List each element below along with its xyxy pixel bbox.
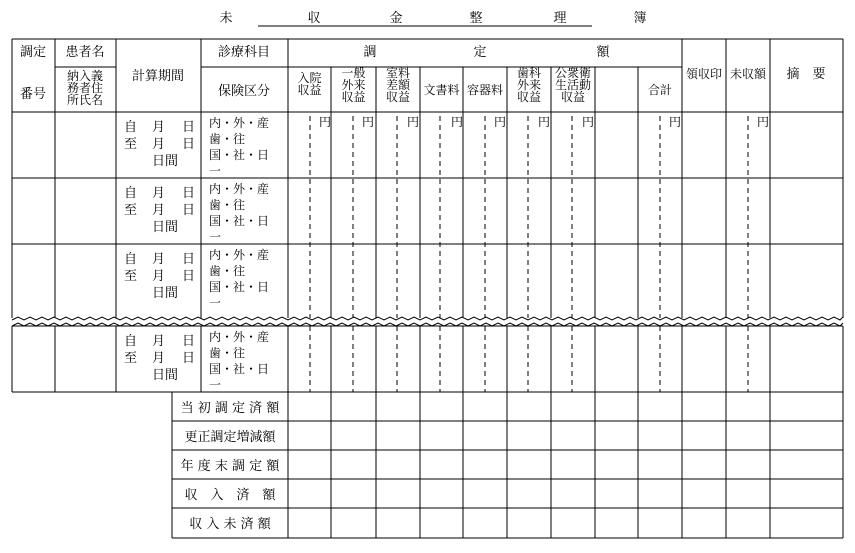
insurance-class-option: 国・社・日 xyxy=(209,280,270,294)
title-char: 金 xyxy=(389,11,403,26)
ryoshuin-label: 領収印 xyxy=(685,67,723,81)
title-char: 未 xyxy=(219,11,233,26)
table-header xyxy=(20,44,826,107)
insurance-class-option: 歯・往 xyxy=(209,198,246,212)
insurance-class-option: 一 xyxy=(209,378,222,392)
period-day-label: 日 xyxy=(182,203,196,218)
col-shika-gairai-label: 収益 xyxy=(516,90,542,104)
insurance-class-option: 内・外・産 xyxy=(209,248,270,262)
insurance-class-option: 国・社・日 xyxy=(209,148,270,162)
insurance-class-option: 内・外・産 xyxy=(209,330,270,344)
col-koshu-eisei-label: 収益 xyxy=(560,90,586,104)
period-month-label: 月 xyxy=(152,334,166,349)
hoken-kubun-label: 保険区分 xyxy=(217,84,271,99)
col-nyuin-label: 入院 xyxy=(297,71,322,85)
col-shitsuryo-sagaku-label: 室料 xyxy=(385,66,411,80)
col-yokiryo-label: 容器料 xyxy=(466,83,504,97)
period-days-label: 日間 xyxy=(152,286,179,301)
tekiyo-label: 摘 要 xyxy=(786,67,826,82)
nonyu-gimusha-label: 納入義 xyxy=(66,69,104,83)
col-shitsuryo-sagaku-label: 収益 xyxy=(385,90,411,104)
yen-mark: 円 xyxy=(451,115,464,129)
entry-row-1 xyxy=(124,115,769,178)
summary-label: 年 度 末 調 定 額 xyxy=(180,459,280,474)
period-day-label: 日 xyxy=(182,137,196,152)
chotei-gaku-char: 定 xyxy=(473,45,487,60)
table-body xyxy=(124,115,769,392)
yen-mark: 円 xyxy=(319,115,332,129)
col-koshu-eisei-label: 生活動 xyxy=(554,78,592,92)
insurance-class-option: 歯・往 xyxy=(209,346,246,360)
insurance-class-option: 一 xyxy=(209,296,222,310)
yen-mark: 円 xyxy=(407,115,420,129)
col-ippan-gairai-label: 一般 xyxy=(341,66,366,80)
insurance-class-option: 一 xyxy=(209,230,222,244)
yen-mark: 円 xyxy=(757,115,770,129)
period-day-label: 日 xyxy=(182,186,196,201)
period-day-label: 日 xyxy=(182,334,196,349)
period-day-label: 日 xyxy=(182,351,196,366)
yen-mark: 円 xyxy=(582,115,595,129)
period-days-label: 日間 xyxy=(152,154,179,169)
entry-row-2 xyxy=(124,181,269,244)
period-from-label: 自 xyxy=(124,186,138,201)
col-gokei-label: 合計 xyxy=(647,83,673,97)
yen-mark: 円 xyxy=(538,115,551,129)
insurance-class-option: 国・社・日 xyxy=(209,362,270,376)
col-shika-gairai-label: 外来 xyxy=(516,78,542,92)
nonyu-gimusha-label: 所氏名 xyxy=(66,93,104,107)
period-day-label: 日 xyxy=(182,252,196,267)
summary-section xyxy=(181,400,281,532)
period-days-label: 日間 xyxy=(152,368,179,383)
period-month-label: 月 xyxy=(152,269,166,284)
col-ippan-gairai-label: 外来 xyxy=(341,78,366,92)
keisan-kikan-label: 計算期間 xyxy=(131,69,185,84)
period-month-label: 月 xyxy=(152,203,166,218)
break-wave xyxy=(12,317,843,320)
entry-row-4 xyxy=(124,329,269,392)
summary-label: 当 初 調 定 済 額 xyxy=(180,401,280,416)
entry-row-3 xyxy=(124,247,269,310)
period-from-label: 自 xyxy=(124,120,138,135)
period-to-label: 至 xyxy=(124,269,138,284)
period-from-label: 自 xyxy=(124,252,138,267)
period-month-label: 月 xyxy=(152,137,166,152)
title-char: 整 xyxy=(469,11,483,26)
chotei-gaku-char: 調 xyxy=(363,45,377,60)
summary-label: 収 入 未 済 額 xyxy=(189,517,271,532)
period-day-label: 日 xyxy=(182,269,196,284)
yen-mark: 円 xyxy=(362,115,375,129)
nonyu-gimusha-label: 務者住 xyxy=(66,81,104,95)
period-to-label: 至 xyxy=(124,137,138,152)
period-days-label: 日間 xyxy=(152,220,179,235)
insurance-class-option: 一 xyxy=(209,164,222,178)
period-month-label: 月 xyxy=(152,252,166,267)
kanja-mei-label: 患者名 xyxy=(65,45,105,60)
insurance-class-option: 内・外・産 xyxy=(209,182,270,196)
col-shitsuryo-sagaku-label: 差額 xyxy=(385,78,411,92)
summary-label: 収 入 済 額 xyxy=(184,488,276,503)
ledger-grid xyxy=(12,39,843,538)
chotei-gaku-char: 額 xyxy=(596,45,610,60)
insurance-class-option: 歯・往 xyxy=(209,264,246,278)
title-char: 収 xyxy=(307,11,321,26)
period-to-label: 至 xyxy=(124,351,138,366)
col-nyuin-label: 収益 xyxy=(297,83,322,97)
title-char: 理 xyxy=(553,11,567,26)
col-shika-gairai-label: 歯科 xyxy=(516,66,542,80)
insurance-class-option: 歯・往 xyxy=(209,132,246,146)
shinryo-kamoku-label: 診療科目 xyxy=(217,45,271,60)
period-day-label: 日 xyxy=(182,120,196,135)
insurance-class-option: 内・外・産 xyxy=(209,116,270,130)
col-ippan-gairai-label: 収益 xyxy=(341,90,366,104)
yen-mark: 円 xyxy=(494,115,507,129)
summary-label: 更正調定増減額 xyxy=(184,430,276,445)
yen-mark: 円 xyxy=(669,115,682,129)
period-from-label: 自 xyxy=(124,334,138,349)
row-break-mark xyxy=(12,317,843,326)
mishugaku-label: 未収額 xyxy=(729,67,767,81)
chotei-label: 調定 xyxy=(19,45,47,60)
col-koshu-eisei-label: 公衆衛 xyxy=(554,66,592,80)
period-month-label: 月 xyxy=(152,186,166,201)
period-to-label: 至 xyxy=(124,203,138,218)
period-month-label: 月 xyxy=(152,351,166,366)
period-month-label: 月 xyxy=(152,120,166,135)
bango-label: 番号 xyxy=(19,87,47,102)
insurance-class-option: 国・社・日 xyxy=(209,214,270,228)
col-bunshoryo-label: 文書料 xyxy=(423,83,460,97)
ledger-title xyxy=(219,10,646,26)
title-char: 簿 xyxy=(633,11,647,26)
